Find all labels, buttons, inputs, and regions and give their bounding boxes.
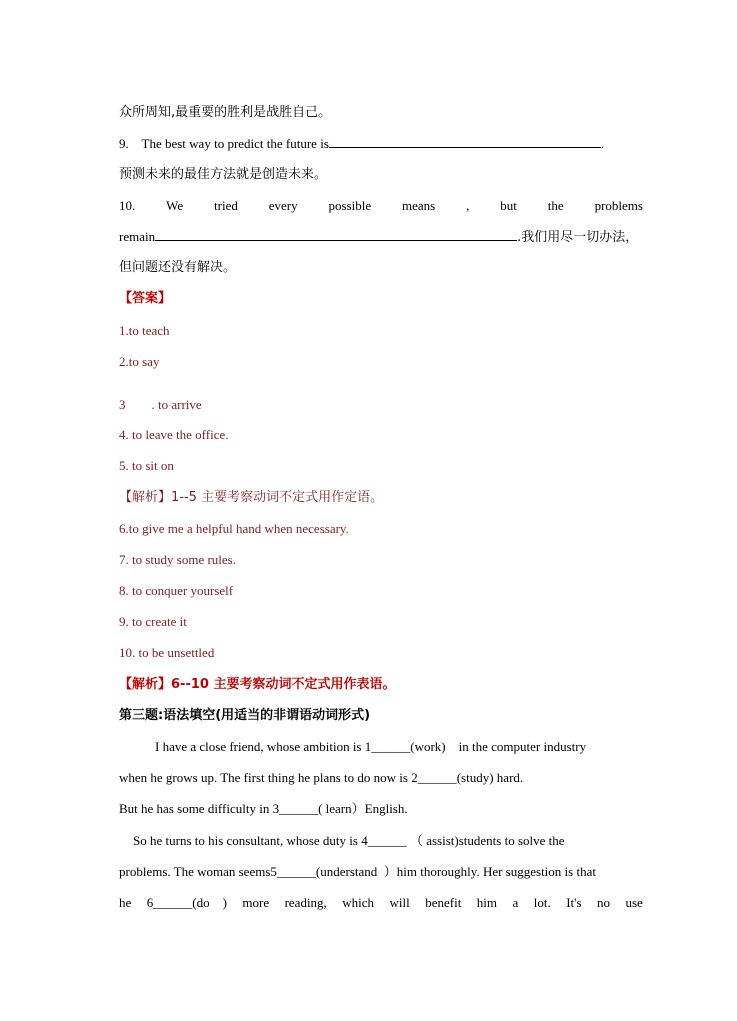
q10-word: possible [328, 198, 372, 213]
section-3-line-6 [119, 894, 643, 912]
q10-remain: remain [119, 229, 156, 244]
answer-heading: 【答案】 [119, 291, 172, 306]
line-translation-9: 预测未来的最佳方法就是创造未来。 [119, 167, 328, 182]
question-9-text: The best way to predict the future is [141, 136, 329, 151]
section-3-line-2: when he grows up. The first thing he plans to do now is 2______(study) hard. [119, 770, 524, 785]
section-3-line-4: So he turns to his consultant, whose duty is 4______ （ assist)students to solve the [133, 833, 565, 848]
s3-word: lot. [533, 895, 551, 910]
s3-word: will [389, 895, 410, 910]
s3-word: him [476, 895, 498, 910]
s3-word: no [597, 895, 611, 910]
answer-item-6: 6.to give me a helpful hand when necessary. [119, 521, 349, 536]
question-10-blank [155, 228, 517, 241]
answer-item-2: 2.to say [119, 354, 160, 369]
s3-word: which [342, 895, 375, 910]
s3-word: reading, [284, 895, 327, 910]
q10-translation: .我们用尽一切办法， [517, 230, 639, 245]
s3-word: more [242, 895, 270, 910]
s3-word: he [119, 895, 132, 910]
q10-word: We [166, 198, 184, 213]
q10-word: but [500, 198, 517, 213]
answer-item-8: 8. to conquer yourself [119, 583, 234, 598]
answer-item-1: 1.to teach [119, 323, 170, 338]
q10-word: problems [594, 198, 643, 213]
question-10-line1 [119, 197, 643, 215]
answer-item-3: 3 . to arrive [119, 397, 202, 412]
question-10-line2 [119, 228, 643, 247]
question-9-blank [329, 135, 601, 148]
s3-word: It's [566, 895, 582, 910]
question-9-end: . [600, 136, 605, 151]
line-translation-10: 但问题还没有解决。 [119, 260, 237, 275]
q10-word: 10. [119, 198, 136, 213]
section-3-title: 第三题:语法填空(用适当的非谓语动词形式) [119, 708, 371, 723]
section-3-line-5: problems. The woman seems5______(understand ）him thoroughly. Her suggestion is that [119, 864, 596, 879]
q10-word: every [268, 198, 298, 213]
question-9 [119, 135, 643, 153]
section-3-line-1: I have a close friend, whose ambition is 1______(work) in the computer industry [155, 739, 587, 754]
analysis-1 [119, 488, 643, 507]
s3-word: 6______(do ) [146, 895, 227, 910]
q10-word: means [402, 198, 436, 213]
question-9-number: 9. [119, 136, 129, 151]
q10-word: tried [214, 198, 238, 213]
answer-item-10: 10. to be unsettled [119, 645, 215, 660]
s3-word: a [512, 895, 519, 910]
answer-item-4: 4. to leave the office. [119, 427, 229, 442]
line-translation-8: 众所周知,最重要的胜利是战胜自己。 [119, 105, 332, 120]
answer-item-9: 9. to create it [119, 614, 187, 629]
s3-word: benefit [425, 895, 462, 910]
answer-item-7: 7. to study some rules. [119, 552, 236, 567]
analysis-2: 【解析】6--10 主要考察动词不定式用作表语。 [119, 677, 396, 692]
s3-word: use [625, 895, 643, 910]
q10-word: , [466, 198, 470, 213]
q10-word: the [547, 198, 564, 213]
analysis-1-text: 1--5 主要考察动词不定式用作定语。 [171, 490, 384, 505]
analysis-1-label: 【解析】 [119, 490, 172, 505]
section-3-line-3: But he has some difficulty in 3______( learn）English. [119, 801, 408, 816]
answer-item-5: 5. to sit on [119, 458, 174, 473]
